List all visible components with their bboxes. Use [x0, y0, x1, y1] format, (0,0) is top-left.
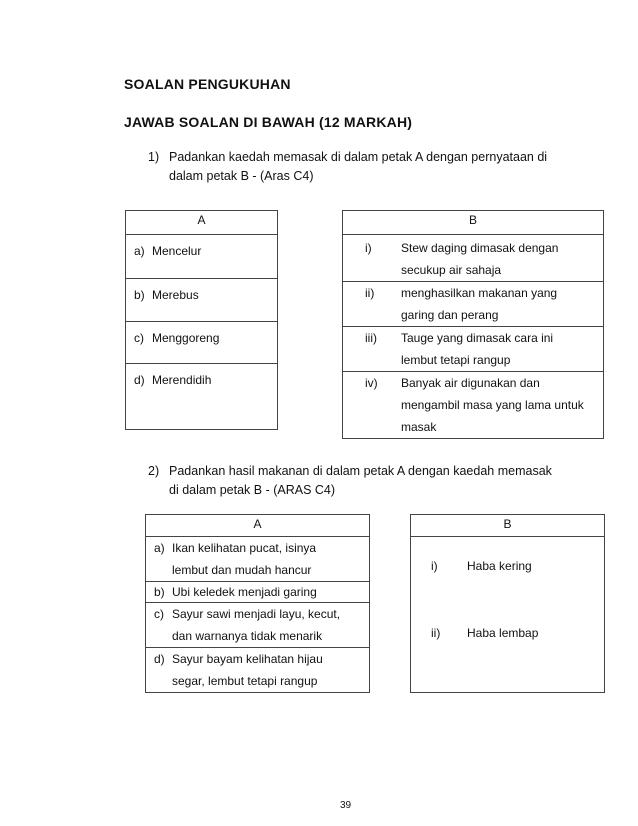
- question-2: [148, 462, 588, 500]
- q2-b-item: i) Haba kering: [431, 559, 532, 573]
- q1-b-row: i) Stew daging dimasak dengan secukup air sahaja: [343, 235, 604, 282]
- q2-a-row: b) Ubi keledek menjadi garing: [146, 582, 370, 603]
- q1-b-row: iii) Tauge yang dimasak cara ini lembut tetapi rangup: [343, 327, 604, 372]
- q2-table-b-header: B: [411, 515, 605, 537]
- page-number: 39: [340, 800, 352, 811]
- q1-table-a: [125, 210, 278, 430]
- section-title: SOALAN PENGUKUHAN: [124, 76, 291, 92]
- q2-table-a-header: A: [146, 515, 370, 537]
- q1-a-row: d) Merendidih: [126, 364, 278, 430]
- q1-table-b-header: B: [343, 211, 604, 235]
- question-1: [148, 148, 588, 186]
- q2-table-b: [410, 514, 605, 693]
- q2-a-row: a) Ikan kelihatan pucat, isinya lembut dan mudah hancur: [146, 537, 370, 582]
- q1-a-row: a) Mencelur: [126, 235, 278, 279]
- q2-table-a: [145, 514, 370, 693]
- q1-table-a-header: A: [126, 211, 278, 235]
- question-2-number: 2): [148, 464, 160, 478]
- question-2-line1: Padankan hasil makanan di dalam petak A dengan kaedah memasak: [169, 464, 552, 478]
- q1-b-row: ii) menghasilkan makanan yang garing dan perang: [343, 282, 604, 327]
- q2-b-body: [411, 537, 605, 693]
- question-2-line2: di dalam petak B - (ARAS C4): [169, 483, 336, 497]
- question-1-number: 1): [148, 150, 160, 164]
- q1-table-b: [342, 210, 604, 439]
- q2-a-row: c) Sayur sawi menjadi layu, kecut, dan warnanya tidak menarik: [146, 603, 370, 648]
- instruction-heading: JAWAB SOALAN DI BAWAH (12 MARKAH): [124, 114, 413, 130]
- question-1-line1: Padankan kaedah memasak di dalam petak A dengan pernyataan di: [169, 150, 548, 164]
- q2-a-row: d) Sayur bayam kelihatan hijau segar, lembut tetapi rangup: [146, 648, 370, 693]
- q1-b-row: iv) Banyak air digunakan dan mengambil masa yang lama untuk masak: [343, 372, 604, 439]
- q1-a-row: b) Merebus: [126, 279, 278, 322]
- q1-a-row: c) Menggoreng: [126, 322, 278, 364]
- q2-b-item: ii) Haba lembap: [431, 626, 539, 640]
- question-1-line2: dalam petak B - (Aras C4): [169, 169, 314, 183]
